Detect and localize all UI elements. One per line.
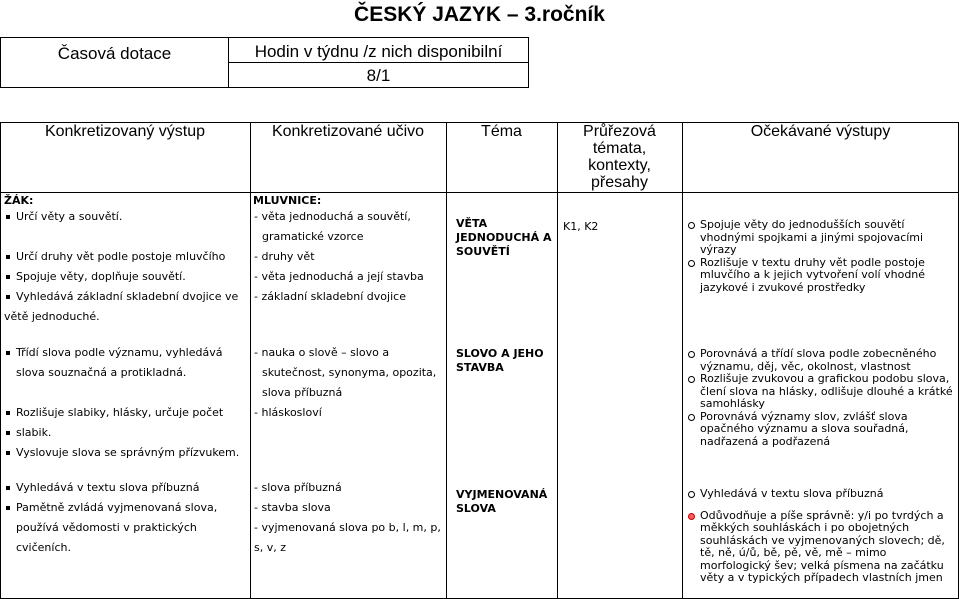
curriculum-line: - druhy vět [254, 250, 315, 263]
row2-outputs [4, 343, 248, 463]
curriculum-line: - věta jednoduchá a souvětí, [254, 210, 411, 223]
list-item: Rozlišuje zvukovou a grafickou podobu slova, člení slova na hlásky, odlišuje dlouhé a krátké samohlásky [687, 373, 953, 411]
grid-line [250, 122, 251, 599]
list-item: Vyslovuje slova se správným přízvukem. [4, 443, 248, 463]
list-item: slabik. [4, 423, 248, 443]
list-item: Porovnává a třídí slova podle zobecněného významu, děj, věc, okolnost, vlastnost [687, 348, 953, 373]
list-item: slova souznačná a protikladná. [16, 366, 187, 379]
list-item: Určí věty a souvětí. [4, 207, 248, 227]
curriculum-line: - slova příbuzná [254, 481, 342, 494]
list-item: Vyhledává v textu slova příbuzná [4, 478, 248, 498]
grid-line [0, 122, 959, 123]
col-header-expected: Očekávané výstupy [750, 123, 891, 140]
curriculum-line: slova příbuzná [262, 386, 343, 399]
curriculum-line: - hláskosloví [254, 406, 322, 419]
time-allocation-table [0, 37, 959, 88]
hours-label: Hodin v týdnu /z nich disponibilní [228, 37, 529, 63]
grid-line [557, 122, 558, 599]
col-header-topic: Téma [481, 123, 522, 140]
time-allocation-label: Časová dotace [0, 37, 229, 88]
grid-line [0, 192, 959, 193]
list-item: Rozlišuje v textu druhy vět podle postoje mluvčího a k jejich vytvoření volí vhodné jazykové i zvukové prostředky [687, 257, 953, 295]
list-item: Rozlišuje slabiky, hlásky, určuje počet [4, 403, 248, 423]
grid-line [0, 122, 1, 599]
list-item: Porovnává významy slov, zvlášť slova opačného významu a slova souřadná, nadřazená a podřazená [687, 411, 953, 449]
list-item: Třídí slova podle významu, vyhledává [4, 343, 248, 363]
row3-expected [687, 488, 953, 585]
curriculum-line: s, v, z [254, 541, 287, 554]
curriculum-line: - stavba slova [254, 501, 331, 514]
row1-expected [687, 219, 953, 294]
col-header-curriculum: Konkretizované učivo [271, 123, 425, 140]
list-item: Určí druhy vět podle postoje mluvčího [4, 247, 248, 267]
curriculum-line: - základní skladební dvojice [254, 290, 406, 303]
row1-cross: K1, K2 [563, 220, 599, 233]
list-item: Odůvodňuje a píše správně: y/i po tvrdých a měkkých souhláskách i po obojetných souhláskách ve vyjmenovaných slovech; dě, tě, ně, ú/ů, bě, pě, vě, mě – mimo morfologický šev; velká písmena na začátku věty a v typických případech vlastních jmen [687, 510, 953, 585]
grid-line [682, 122, 683, 599]
row2-expected [687, 348, 953, 448]
row1-outputs [4, 207, 248, 327]
list-item: Vyhledává v textu slova příbuzná [687, 488, 953, 501]
col-header-outputs: Konkretizovaný výstup [44, 123, 206, 140]
row3-outputs [4, 478, 248, 558]
list-item: používá vědomosti v praktických [16, 521, 197, 534]
cross-line-3: kontexty, [588, 157, 651, 174]
grammar-label: MLUVNICE: [253, 194, 322, 207]
row3-curriculum [254, 478, 444, 558]
row3-topic: VYJMENOVANÁ SLOVA [456, 488, 548, 515]
list-item: Spojuje věty do jednodušších souvětí vhodnými spojkami a jinými spojovacími výrazy [687, 219, 953, 257]
cross-line-1: Průřezová [583, 123, 656, 140]
row2-curriculum [254, 343, 444, 423]
list-item: Pamětně zvládá vyjmenovaná slova, [4, 498, 248, 518]
curriculum-line: - nauka o slově – slovo a [254, 346, 390, 359]
curriculum-line: gramatické vzorce [262, 230, 364, 243]
row1-curriculum [254, 207, 444, 307]
col-header-cross [557, 123, 682, 191]
curriculum-line: skutečnost, synonyma, opozita, [262, 366, 437, 379]
list-item: Vyhledává základní skladební dvojice ve [4, 287, 248, 307]
row2-topic: SLOVO A JEHO STAVBA [456, 347, 544, 374]
curriculum-line: - vyjmenovaná slova po b, l, m, p, [254, 521, 441, 534]
list-item: Spojuje věty, doplňuje souvětí. [4, 267, 248, 287]
cross-line-2: témata, [592, 140, 647, 157]
list-item: cvičeních. [16, 541, 71, 554]
list-item: větě jednoduché. [4, 310, 100, 323]
grid-line [446, 122, 447, 599]
curriculum-line: - věta jednoduchá a její stavba [254, 270, 424, 283]
page-title: ČESKÝ JAZYK – 3.ročník [354, 3, 605, 26]
student-label: ŽÁK: [4, 194, 34, 207]
cross-line-4: přesahy [591, 174, 648, 191]
hours-value: 8/1 [228, 62, 529, 88]
row1-topic: VĚTA JEDNODUCHÁ A SOUVĚTÍ [456, 217, 552, 258]
